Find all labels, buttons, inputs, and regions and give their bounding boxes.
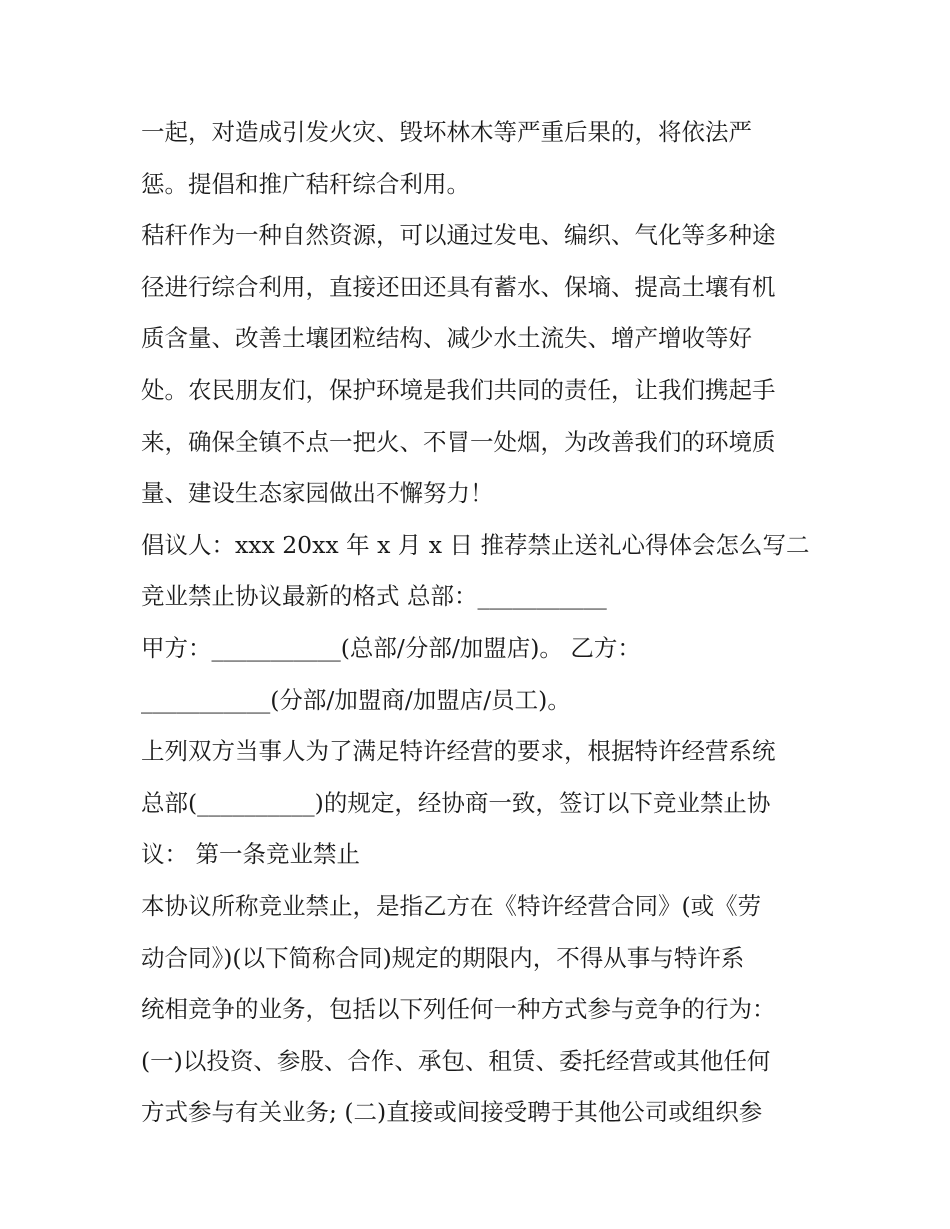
text-line: 质含量、改善土壤团粒结构、减少水土流失、增产增收等好 [141,324,752,353]
text-line: 秸秆作为一种自然资源，可以通过发电、编织、气化等多种途 [141,221,776,250]
text-line: 方式参与有关业务; (二)直接或间接受聘于其他公司或组织参 [141,1098,763,1127]
text-line: 总部(__________)的规定，经协商一致，签订以下竞业禁止协 [141,788,771,817]
text-line: 处。农民朋友们，保护环境是我们共同的责任，让我们携起手 [141,375,776,404]
text-line: 来，确保全镇不点一把火、不冒一处烟，为改善我们的环境质 [141,427,776,456]
text-line: 竞业禁止协议最新的格式 总部：___________ [141,582,607,611]
document-body [141,107,831,1139]
text-line: 统相竞争的业务，包括以下列任何一种方式参与竞争的行为： [141,995,776,1024]
text-line: 动合同》)(以下简称合同)规定的期限内，不得从事与特许系 [141,943,745,972]
text-line: 惩。提倡和推广秸秆综合利用。 [141,169,470,198]
text-line: 上列双方当事人为了满足特许经营的要求，根据特许经营系统 [141,737,776,766]
text-line: (一)以投资、参股、合作、承包、租赁、委托经营或其他任何 [141,1046,771,1075]
text-line: ___________(分部/加盟商/加盟店/员工)。 [141,685,571,714]
text-line: 径进行综合利用，直接还田还具有蓄水、保墒、提高土壤有机 [141,272,776,301]
text-line: 甲方：___________(总部/分部/加盟店)。 乙方： [141,633,641,662]
text-line: 本协议所称竞业禁止，是指乙方在《特许经营合同》(或《劳 [141,891,762,920]
text-line: 量、建设生态家园做出不懈努力！ [141,479,494,508]
text-line: 议： 第一条竞业禁止 [141,840,360,869]
text-line: 倡议人：xxx 20xx 年 x 月 x 日 推荐禁止送礼心得体会怎么写二 [141,530,810,559]
text-line: 一起，对造成引发火灾、毁坏林木等严重后果的，将依法严 [141,118,752,146]
